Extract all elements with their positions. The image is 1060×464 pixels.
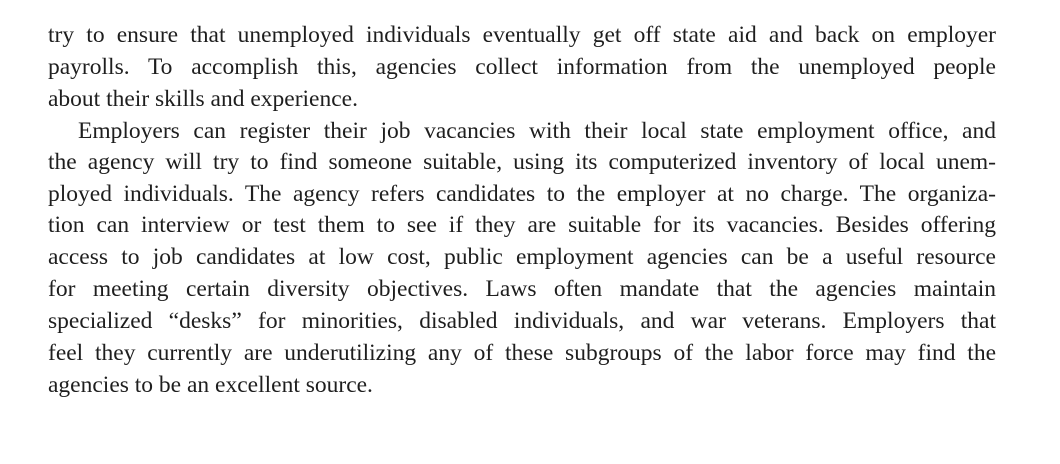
text-line: payrolls. To accomplish this, agencies collect information from the unemployed people <box>48 54 996 80</box>
text-line: about their skills and experience. <box>48 86 358 112</box>
text-line: try to ensure that unemployed individuals eventually get off state aid and back on employer <box>48 22 996 48</box>
text-line: ployed individuals. The agency refers candidates to the employer at no charge. The organiza- <box>48 181 996 207</box>
text-line: access to job candidates at low cost, public employment agencies can be a useful resource <box>48 244 996 270</box>
text-line: tion can interview or test them to see if they are suitable for its vacancies. Besides offering <box>48 212 996 238</box>
text-line: agencies to be an excellent source. <box>48 372 373 398</box>
text-line: for meeting certain diversity objectives. Laws often mandate that the agencies maintain <box>48 276 996 302</box>
text-line: Employers can register their job vacancies with their local state employment office, and <box>78 118 996 144</box>
text-line: specialized “desks” for minorities, disabled individuals, and war veterans. Employers that <box>48 308 996 334</box>
text-line: the agency will try to find someone suitable, using its computerized inventory of local unem- <box>48 149 996 175</box>
text-line: feel they currently are underutilizing any of these subgroups of the labor force may find the <box>48 340 996 366</box>
